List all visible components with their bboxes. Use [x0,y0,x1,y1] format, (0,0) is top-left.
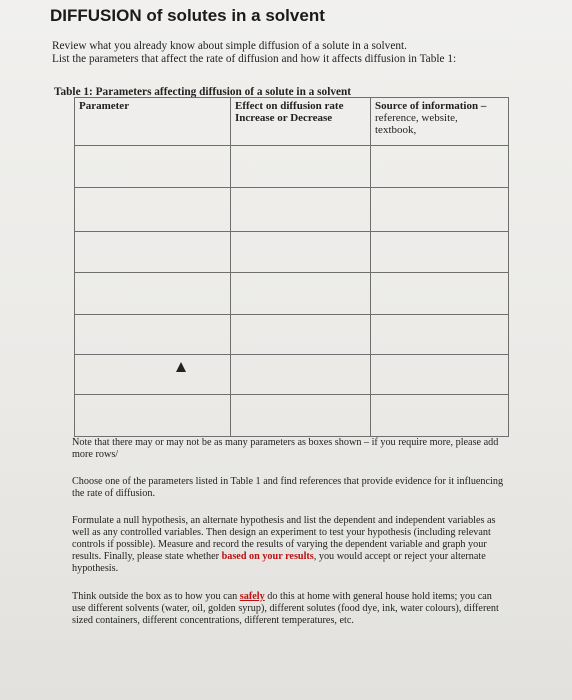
table-cell[interactable] [231,355,371,395]
paragraph-choose-parameter: Choose one of the parameters listed in Table 1 and find references that provide evidence for it influencing the rate of diffusion. [72,476,504,499]
page-title: DIFFUSION of solutes in a solvent [50,6,325,25]
header-effect-line2: Increase or Decrease [235,112,333,124]
table-caption: Table 1: Parameters affecting diffusion of a solute in a solvent [54,86,352,98]
mouse-cursor-icon [176,362,186,372]
header-source-line3: textbook, [375,124,417,136]
table-cell[interactable] [231,395,371,437]
table-cell[interactable] [75,146,231,188]
parameters-table [74,97,509,437]
header-source [371,98,509,146]
note-text: Note that there may or may not be as many parameters as boxes shown – if you require more, please add more rows/ [72,437,499,460]
table-header-row [75,98,509,146]
emphasis-based-on-results: based on your results [221,551,314,562]
table-cell[interactable] [75,232,231,273]
table-cell[interactable] [231,315,371,355]
intro-line-1: Review what you already know about simple diffusion of a solute in a solvent. [52,40,407,52]
paragraph-hypothesis: Formulate a null hypothesis, an alternate hypothesis and list the dependent and independent variables as well as any controlled variables. Then design an experiment to test your hypothesis (including relevant controls if possible). Measure and record the results of varying the dependent variable and graph your results. Finally, please state whether based on your results, you would accept or reject your alternate hypothesis. [72,515,496,574]
table-cell[interactable] [371,315,509,355]
table-cell[interactable] [231,273,371,315]
table-row [75,315,509,355]
emphasis-safely: safely [239,591,265,602]
table-cell[interactable] [75,395,231,437]
table-row [75,188,509,232]
table-cell[interactable] [371,273,509,315]
header-effect [231,98,371,146]
table-row [75,395,509,437]
header-source-line2: reference, website, [375,112,458,124]
header-parameter: Parameter [75,98,231,146]
table-row [75,146,509,188]
table-cell[interactable] [75,315,231,355]
table-cell[interactable] [371,146,509,188]
header-effect-line1: Effect on diffusion rate [235,100,344,112]
table-cell[interactable] [371,188,509,232]
table-cell[interactable] [75,188,231,232]
table-cell[interactable] [371,232,509,273]
table-cell[interactable] [371,395,509,437]
table-row [75,273,509,315]
intro-text [52,40,532,66]
table-cell[interactable] [75,355,231,395]
table-cell[interactable] [371,355,509,395]
table-row [75,355,509,395]
intro-line-2: List the parameters that affect the rate of diffusion and how it affects diffusion in Table 1: [52,53,457,65]
table-cell[interactable] [75,273,231,315]
table-cell[interactable] [231,232,371,273]
paragraph-think-outside-box: Think outside the box as to how you can safely do this at home with general house hold items; you can use different solvents (water, oil, golden syrup), different solutes (food dye, ink, water colours), different sized containers, different concentrations, different temperatures, etc. [72,591,499,626]
table-cell[interactable] [231,146,371,188]
header-source-line1: Source of information – [375,100,487,112]
table-cell[interactable] [231,188,371,232]
table-row [75,232,509,273]
